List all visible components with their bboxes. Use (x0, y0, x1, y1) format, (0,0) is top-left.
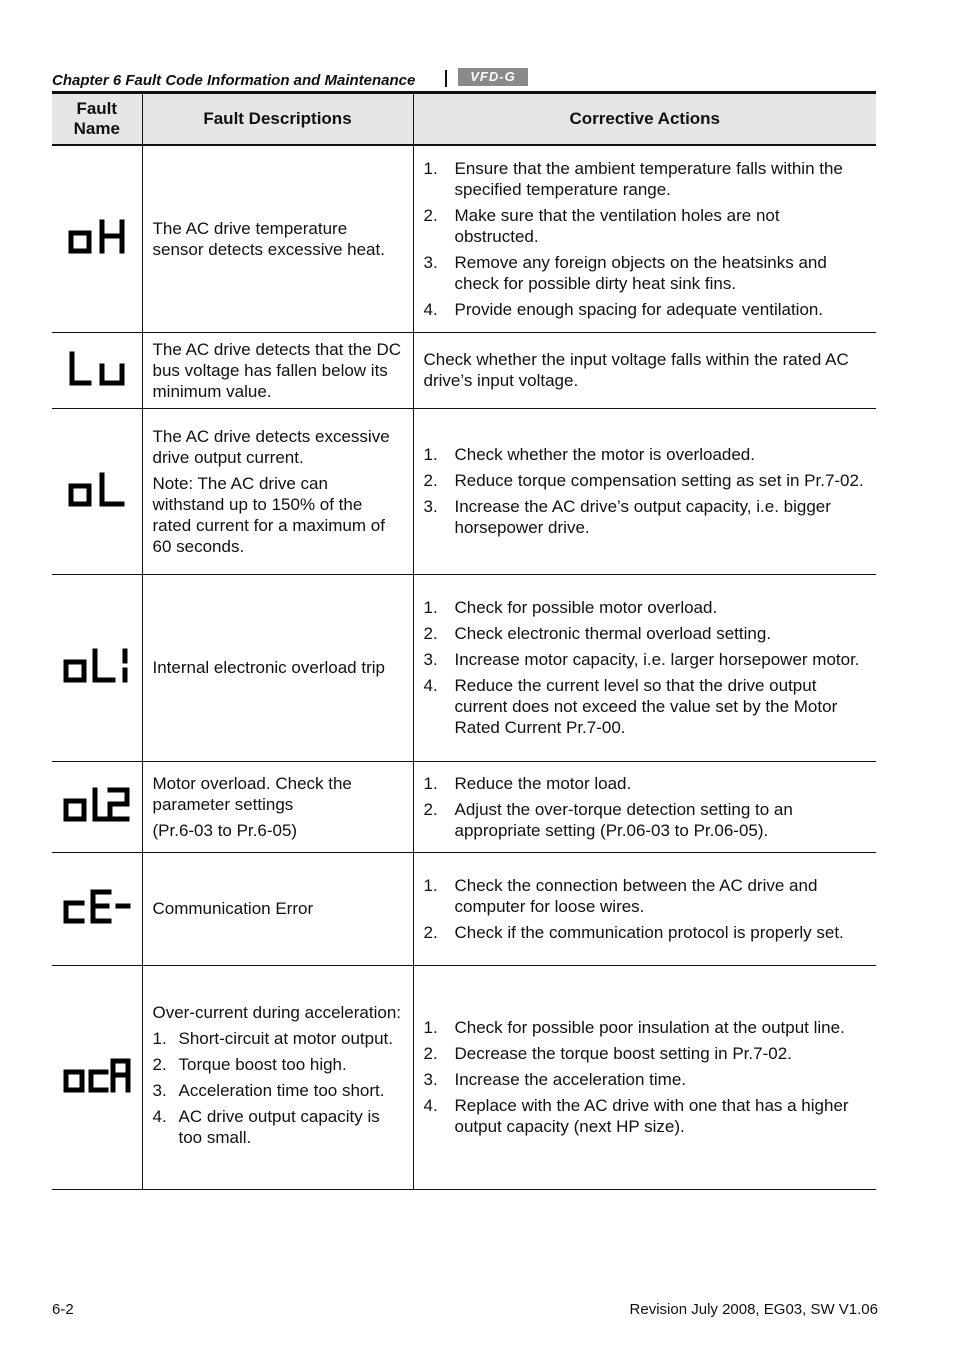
fault-description-cell (142, 408, 413, 574)
fault-code-text: cE- (61, 886, 64, 887)
table-row (52, 852, 876, 965)
page-number: 6-2 (52, 1301, 74, 1318)
seven-segment-code-oh (67, 216, 127, 256)
fault-code-text: oL2 (61, 784, 64, 785)
list-item: 4. AC drive output capacity is too small. (152, 1106, 380, 1147)
corrective-actions-cell (413, 332, 876, 408)
list-item: 3. Increase motor capacity, i.e. larger horsepower motor. (423, 650, 860, 669)
list-item: 1. Check for possible motor overload. (423, 598, 718, 617)
action-list (424, 444, 867, 538)
fault-code-text: oL (66, 468, 68, 470)
table-header-row (52, 93, 876, 146)
fault-description: Over-current during acceleration: (152, 1002, 402, 1022)
corrective-actions-cell (413, 852, 876, 965)
list-item: 2. Check if the communication protocol is properly set. (423, 922, 844, 942)
page-header (52, 66, 876, 90)
seven-segment-code-lv (67, 348, 127, 388)
list-item: 1. Short-circuit at motor output. (152, 1028, 393, 1048)
fault-code-text: ocA (61, 1054, 64, 1056)
description-list (153, 1028, 403, 1148)
fault-code-cell (52, 332, 142, 408)
fault-description: Communication Error (152, 899, 314, 918)
list-item: 2. Adjust the over-torque detection setting to an appropriate setting (Pr.06-03 to Pr.06-05). (423, 799, 793, 840)
fault-code-cell (52, 761, 142, 852)
seven-segment-code-ol (67, 469, 127, 509)
column-header-corrective-actions: Corrective Actions (413, 93, 876, 146)
action-list (424, 773, 867, 841)
fault-code-cell (52, 408, 142, 574)
corrective-actions-cell (413, 574, 876, 761)
list-item: 1. Ensure that the ambient temperature falls within the specified temperature range. (423, 158, 843, 199)
table-row (52, 408, 876, 574)
table-row (52, 332, 876, 408)
list-item: 3. Increase the acceleration time. (423, 1070, 687, 1089)
seven-segment-code-ol2 (62, 784, 132, 824)
list-item: 2. Make sure that the ventilation holes are not obstructed. (423, 205, 780, 246)
table-row (52, 145, 876, 332)
list-item: 1. Reduce the motor load. (423, 773, 632, 793)
fault-code-text: oL1 (61, 645, 64, 646)
list-item: 2. Decrease the torque boost setting in Pr.7-02. (423, 1044, 792, 1063)
column-header-fault-descriptions: Fault Descriptions (142, 93, 413, 146)
fault-description-cell (142, 332, 413, 408)
list-item: 4. Replace with the AC drive with one that has a higher output capacity (next HP size). (423, 1096, 849, 1136)
list-item: 4. Reduce the current level so that the drive output current does not exceed the value set by the Motor Rated Current Pr.7-00. (423, 676, 838, 737)
fault-description: The AC drive temperature sensor detects excessive heat. (152, 218, 385, 259)
list-item: 1. Check the connection between the AC drive and computer for loose wires. (423, 875, 818, 916)
fault-code-text: Lv (66, 347, 68, 349)
fault-description-cell (142, 145, 413, 332)
list-item: 3. Increase the AC drive’s output capacity, i.e. bigger horsepower drive. (423, 497, 831, 537)
action-list (424, 158, 867, 320)
chapter-title: Chapter 6 Fault Code Information and Maintenance (52, 72, 416, 89)
fault-description-params: (Pr.6-03 to Pr.6-05) (152, 820, 298, 840)
revision-info: Revision July 2008, EG03, SW V1.06 (629, 1301, 878, 1318)
list-item: 2. Check electronic thermal overload setting. (423, 624, 772, 643)
fault-description-cell (142, 965, 413, 1189)
header-divider (445, 70, 447, 87)
list-item: 4. Provide enough spacing for adequate ventilation. (423, 299, 824, 319)
fault-code-cell (52, 145, 142, 332)
list-item: 3. Remove any foreign objects on the heatsinks and check for possible dirty heat sink fins. (423, 252, 827, 293)
list-item: 1. Check whether the motor is overloaded. (423, 445, 755, 464)
list-item: 1. Check for possible poor insulation at the output line. (423, 1018, 845, 1037)
fault-code-cell (52, 852, 142, 965)
table-row (52, 761, 876, 852)
corrective-actions-cell (413, 761, 876, 852)
fault-code-cell (52, 574, 142, 761)
fault-description-note: Note: The AC drive can withstand up to 150% of the rated current for a maximum of 60 seconds. (152, 473, 385, 556)
list-item: 2. Torque boost too high. (152, 1054, 347, 1074)
corrective-action-text: Check whether the input voltage falls within the rated AC drive’s input voltage. (423, 350, 849, 390)
column-header-fault-name: Fault Name (52, 93, 142, 146)
fault-description: Motor overload. Check the parameter settings (152, 773, 352, 814)
corrective-actions-cell (413, 145, 876, 332)
table-row (52, 965, 876, 1189)
seven-segment-code-ce (62, 886, 132, 926)
list-item: 3. Acceleration time too short. (152, 1080, 385, 1100)
fault-description-cell (142, 761, 413, 852)
seven-segment-code-ol1 (62, 645, 132, 685)
table-row (52, 574, 876, 761)
fault-description-cell (142, 574, 413, 761)
corrective-actions-cell (413, 965, 876, 1189)
fault-description-cell (142, 852, 413, 965)
seven-segment-code-oca (62, 1055, 132, 1095)
action-list (424, 875, 867, 943)
list-item: 2. Reduce torque compensation setting as set in Pr.7-02. (423, 471, 864, 490)
corrective-actions-cell (413, 408, 876, 574)
action-list (424, 597, 867, 738)
fault-code-table (52, 91, 876, 1190)
action-list (424, 1017, 867, 1137)
fault-code-text: oH (66, 216, 69, 218)
fault-description: The AC drive detects excessive drive output current. (152, 426, 390, 467)
fault-description: Internal electronic overload trip (152, 658, 385, 677)
fault-code-cell (52, 965, 142, 1189)
vfd-g-logo: VFD-G (458, 68, 528, 86)
fault-description: The AC drive detects that the DC bus voltage has fallen below its minimum value. (152, 339, 402, 401)
